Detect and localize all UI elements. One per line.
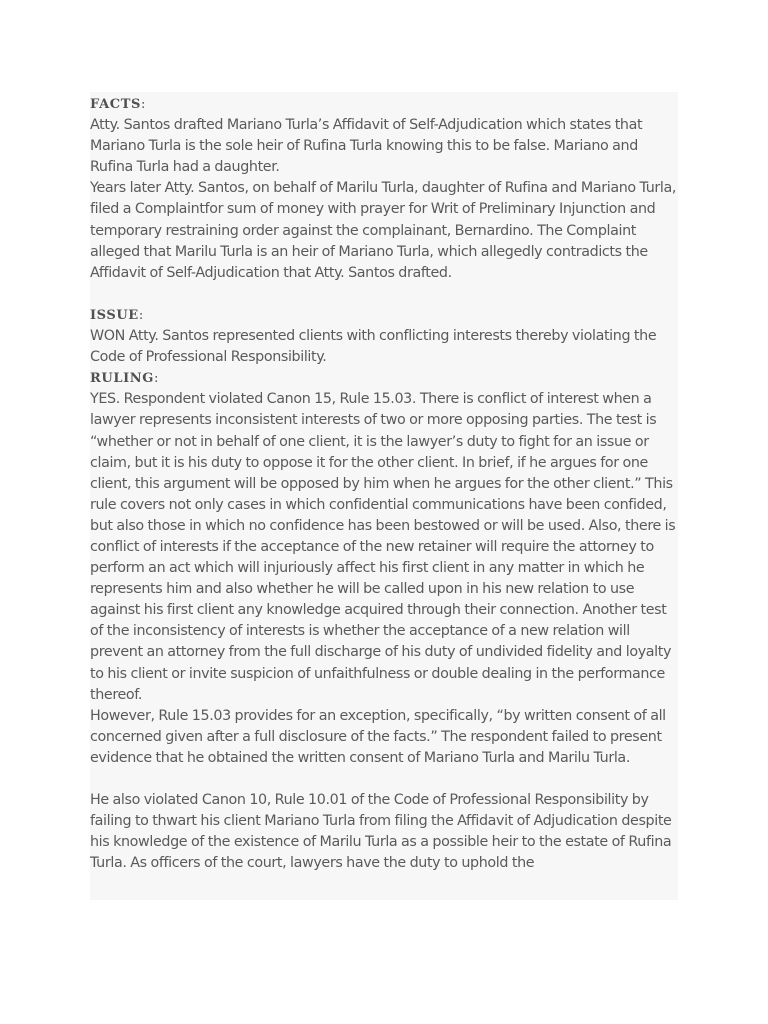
section-spacer <box>90 284 678 305</box>
issue-paragraph: WON Atty. Santos represented clients with conflicting interests thereby violating the Code of Professional Responsibility. <box>90 328 657 366</box>
section-spacer <box>90 769 678 790</box>
document-body <box>90 94 678 895</box>
ruling-paragraph-1: YES. Respondent violated Canon 15, Rule 15.03. There is conflict of interest when a lawyer represents inconsistent interests of two or more opposing parties. The test is “whether or not in behalf of one client, it is the lawyer’s duty to fight for an issue or claim, but it is his duty to oppose it for the other client. In brief, if he argues for one client, this argument will be opposed by him when he argues for the other client.” This rule covers not only cases in which confidential communications have been confided, but also those in which no confidence has been bestowed or will be used. Also, there is conflict of interests if the acceptance of the new retainer will require the attorney to perform an act which will injuriously affect his first client in any matter in which he represents him and also whether he will be called upon in his new relation to use against his first client any knowledge acquired through their connection. Another test of the inconsistency of interests is whether the acceptance of a new relation will prevent an attorney from the full discharge of his duty of undivided fidelity and loyalty to his client or invite suspicion of unfaithfulness or double dealing in the performance thereof. <box>90 391 676 703</box>
issue-heading: ISSUE: <box>90 307 144 323</box>
ruling-heading: RULING: <box>90 371 159 387</box>
facts-paragraph-2: Years later Atty. Santos, on behalf of Marilu Turla, daughter of Rufina and Mariano Turla, filed a Complaintfor sum of money with prayer for Writ of Preliminary Injunction and temporary restraining order against the complainant, Bernardino. The Complaint alleged that Marilu Turla is an heir of Mariano Turla, which allegedly contradicts the Affidavit of Self-Adjudication that Atty. Santos drafted. <box>90 180 677 281</box>
facts-paragraph-1: Atty. Santos drafted Mariano Turla’s Affidavit of Self-Adjudication which states that Mariano Turla is the sole heir of Rufina Turla knowing this to be false. Mariano and Rufina Turla had a daughter. <box>90 117 643 176</box>
ruling-paragraph-2: However, Rule 15.03 provides for an exception, specifically, “by written consent of all concerned given after a full disclosure of the facts.” The respondent failed to present evidence that he obtained the written consent of Mariano Turla and Marilu Turla. <box>90 707 666 766</box>
ruling-paragraph-3: He also violated Canon 10, Rule 10.01 of the Code of Professional Responsibility by failing to thwart his client Mariano Turla from filing the Affidavit of Adjudication despite his knowledge of the existence of Marilu Turla as a possible heir to the estate of Rufina Turla. As officers of the court, lawyers have the duty to uphold the <box>90 792 672 872</box>
facts-heading: FACTS: <box>90 97 146 112</box>
ruling-paragraph-3-container <box>90 790 678 895</box>
